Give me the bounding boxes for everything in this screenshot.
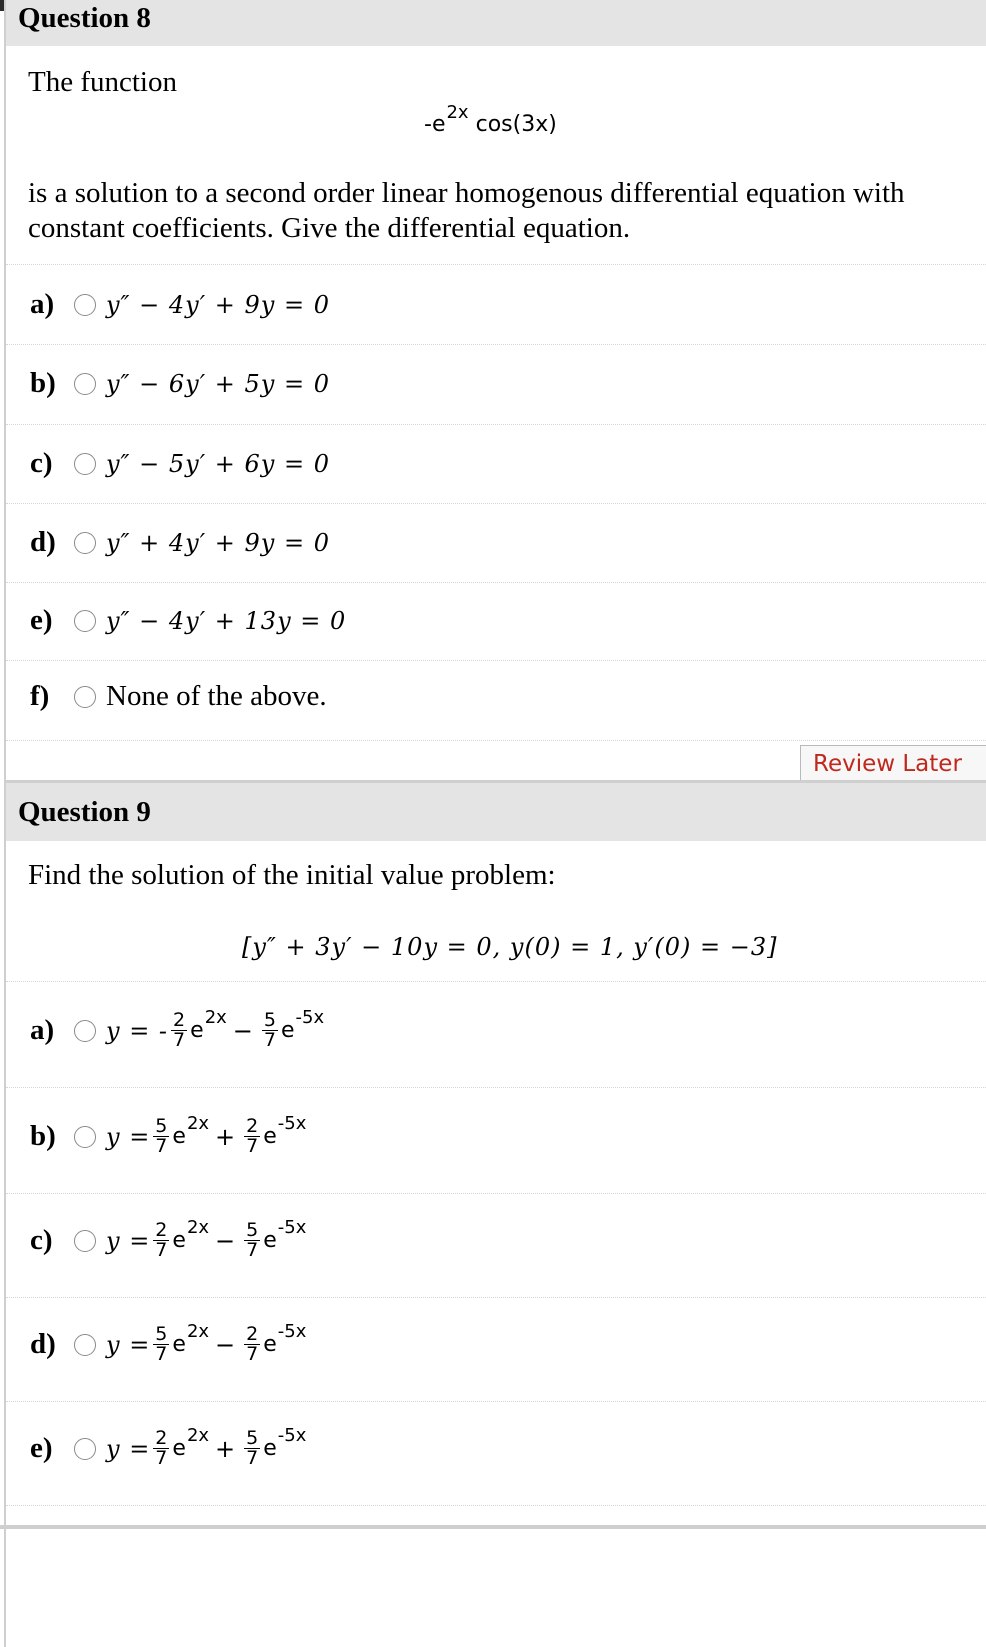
radio-b[interactable] [74,373,96,395]
question-9-title: Question 9 [6,783,986,841]
question-8-intro: The function [28,66,177,98]
option-b[interactable]: b) y = $\frac{5}{7}$ e 2x + $\frac{2}{7}$ e -5x [30,1113,307,1157]
question-8-title: Question 8 [6,0,986,46]
question-9-panel [4,780,986,1647]
option-f[interactable]: f) None of the above. [30,680,327,712]
radio-e[interactable] [74,610,96,632]
radio-a[interactable] [74,1020,96,1042]
radio-e[interactable] [74,1438,96,1460]
radio-c[interactable] [74,453,96,475]
option-e[interactable]: e) y = $\frac{2}{7}$ e 2x + $\frac{5}{7}$ e -5x [30,1425,307,1469]
radio-c[interactable] [74,1230,96,1252]
option-e[interactable]: e) y″ − 4y′ + 13y = 0 [30,604,347,636]
panel-bottom-border [0,1525,986,1529]
ivp-equation: [y″ + 3y′ − 10y = 0, y(0) = 1, y′(0) = −3] [242,933,778,961]
radio-a[interactable] [74,294,96,316]
option-b[interactable]: b) y″ − 6y′ + 5y = 0 [30,367,330,399]
option-c[interactable]: c) y″ − 5y′ + 6y = 0 [30,447,330,479]
option-c[interactable]: c) y = $\frac{2}{7}$ e 2x − $\frac{5}{7}$ e -5x [30,1217,307,1261]
review-later-button[interactable]: Review Later [800,745,986,781]
radio-f[interactable] [74,686,96,708]
radio-d[interactable] [74,532,96,554]
radio-d[interactable] [74,1334,96,1356]
question-8-text: is a solution to a second order linear homogenous differential equation with constant coefficients. Give the differential equation. [28,177,905,244]
radio-b[interactable] [74,1126,96,1148]
option-d[interactable]: d) y″ + 4y′ + 9y = 0 [30,526,330,558]
option-a[interactable]: a) y = - $\frac{2}{7}$ e 2x − $\frac{5}{7}$ e -5x [30,1007,325,1051]
option-a[interactable]: a) y″ − 4y′ + 9y = 0 [30,288,330,320]
question-8-panel [4,0,986,780]
question-9-intro: Find the solution of the initial value problem: [28,859,556,891]
question-8-function: $-e^{2x}$ cos(3x) [424,102,557,137]
option-d[interactable]: d) y = $\frac{5}{7}$ e 2x − $\frac{2}{7}$ e -5x [30,1321,307,1365]
